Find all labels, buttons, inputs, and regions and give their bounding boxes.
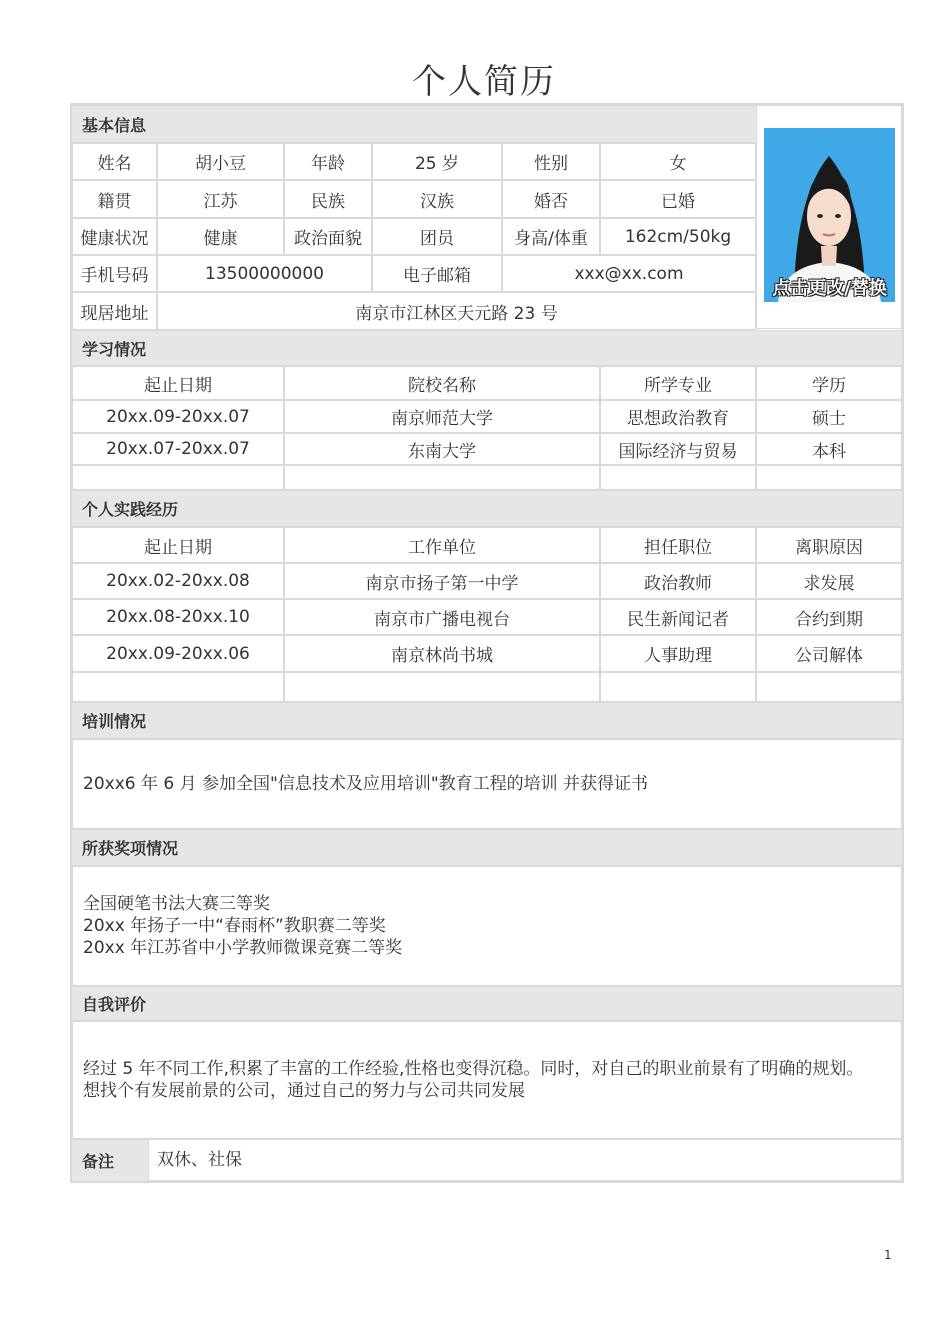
edu-row-1-degree[interactable]: 硕士: [756, 400, 902, 433]
remarks-text: 双休、社保: [157, 1150, 242, 1170]
section-header-basic: 基本信息: [72, 105, 756, 143]
edu-row-1-major[interactable]: 思想政治教育: [600, 400, 756, 433]
gender-label: 性别: [502, 143, 600, 180]
self-eval-content[interactable]: [72, 1021, 902, 1139]
exp-row-4-employer[interactable]: [284, 672, 600, 702]
edu-row-3-dates[interactable]: [72, 465, 284, 490]
political-value[interactable]: 团员: [372, 218, 502, 255]
exp-row-1-position[interactable]: 政治教师: [600, 563, 756, 599]
ethnicity-value[interactable]: 汉族: [372, 180, 502, 218]
edu-col-major: 所学专业: [600, 366, 756, 400]
edu-row-3-major[interactable]: [600, 465, 756, 490]
health-label: 健康状况: [72, 218, 157, 255]
edu-row-1-school[interactable]: 南京师范大学: [284, 400, 600, 433]
address-label: 现居地址: [72, 292, 157, 330]
exp-row-3-dates[interactable]: 20xx.09-20xx.06: [72, 635, 284, 672]
exp-row-3-employer[interactable]: 南京林尚书城: [284, 635, 600, 672]
edu-row-1-dates[interactable]: 20xx.09-20xx.07: [72, 400, 284, 433]
section-header-training: 培训情况: [72, 702, 902, 739]
address-value[interactable]: 南京市江林区天元路 23 号: [157, 292, 756, 330]
exp-row-2-dates[interactable]: 20xx.08-20xx.10: [72, 599, 284, 635]
age-value[interactable]: 25 岁: [372, 143, 502, 180]
edu-row-2-school[interactable]: 东南大学: [284, 433, 600, 465]
self-eval-line: 经过 5 年不同工作,积累了丰富的工作经验,性格也变得沉稳。同时，对自己的职业前景有了明确的规划。: [83, 1059, 864, 1079]
origin-value[interactable]: 江苏: [157, 180, 284, 218]
exp-row-2-employer[interactable]: 南京市广播电视台: [284, 599, 600, 635]
page-number: 1: [884, 1248, 892, 1262]
marital-label: 婚否: [502, 180, 600, 218]
exp-col-dates: 起止日期: [72, 527, 284, 563]
name-value[interactable]: 胡小豆: [157, 143, 284, 180]
edu-col-school: 院校名称: [284, 366, 600, 400]
exp-row-4-position[interactable]: [600, 672, 756, 702]
origin-label: 籍贯: [72, 180, 157, 218]
edu-row-2-major[interactable]: 国际经济与贸易: [600, 433, 756, 465]
section-header-education: 学习情况: [72, 330, 902, 366]
section-header-awards: 所获奖项情况: [72, 829, 902, 866]
awards-content[interactable]: [72, 866, 902, 986]
political-label: 政治面貌: [284, 218, 372, 255]
email-label: 电子邮箱: [372, 255, 502, 292]
award-item: 全国硬笔书法大赛三等奖: [83, 894, 270, 914]
gender-value[interactable]: 女: [600, 143, 756, 180]
exp-col-position: 担任职位: [600, 527, 756, 563]
health-value[interactable]: 健康: [157, 218, 284, 255]
profile-photo[interactable]: [764, 128, 895, 302]
remarks-label: 备注: [72, 1139, 148, 1181]
exp-row-4-reason[interactable]: [756, 672, 902, 702]
section-header-self-eval: 自我评价: [72, 986, 902, 1021]
height-weight-value[interactable]: 162cm/50kg: [600, 218, 756, 255]
name-label: 姓名: [72, 143, 157, 180]
resume-title: 个人简历: [412, 62, 556, 102]
training-text: 20xx6 年 6 月 参加全国"信息技术及应用培训"教育工程的培训 并获得证书: [83, 774, 649, 794]
edu-row-2-dates[interactable]: 20xx.07-20xx.07: [72, 433, 284, 465]
ethnicity-label: 民族: [284, 180, 372, 218]
exp-row-3-reason[interactable]: 公司解体: [756, 635, 902, 672]
training-content[interactable]: [72, 739, 902, 829]
marital-value[interactable]: 已婚: [600, 180, 756, 218]
edu-col-degree: 学历: [756, 366, 902, 400]
exp-row-1-dates[interactable]: 20xx.02-20xx.08: [72, 563, 284, 599]
exp-col-reason: 离职原因: [756, 527, 902, 563]
phone-value[interactable]: 13500000000: [157, 255, 372, 292]
exp-row-4-dates[interactable]: [72, 672, 284, 702]
award-item: 20xx 年江苏省中小学教师微课竞赛二等奖: [83, 938, 403, 958]
photo-replace-caption[interactable]: 点击更改/替换: [772, 278, 887, 299]
phone-label: 手机号码: [72, 255, 157, 292]
exp-row-2-position[interactable]: 民生新闻记者: [600, 599, 756, 635]
exp-col-employer: 工作单位: [284, 527, 600, 563]
exp-row-3-position[interactable]: 人事助理: [600, 635, 756, 672]
self-eval-line: 想找个有发展前景的公司，通过自己的努力与公司共同发展: [83, 1081, 525, 1101]
edu-row-3-degree[interactable]: [756, 465, 902, 490]
award-item: 20xx 年扬子一中“春雨杯”教职赛二等奖: [83, 916, 386, 936]
edu-row-3-school[interactable]: [284, 465, 600, 490]
edu-col-dates: 起止日期: [72, 366, 284, 400]
remarks-content[interactable]: [148, 1139, 902, 1181]
edu-row-2-degree[interactable]: 本科: [756, 433, 902, 465]
email-value[interactable]: xxx@xx.com: [502, 255, 756, 292]
height-weight-label: 身高/体重: [502, 218, 600, 255]
exp-row-1-reason[interactable]: 求发展: [756, 563, 902, 599]
exp-row-2-reason[interactable]: 合约到期: [756, 599, 902, 635]
exp-row-1-employer[interactable]: 南京市扬子第一中学: [284, 563, 600, 599]
age-label: 年龄: [284, 143, 372, 180]
section-header-experience: 个人实践经历: [72, 490, 902, 527]
